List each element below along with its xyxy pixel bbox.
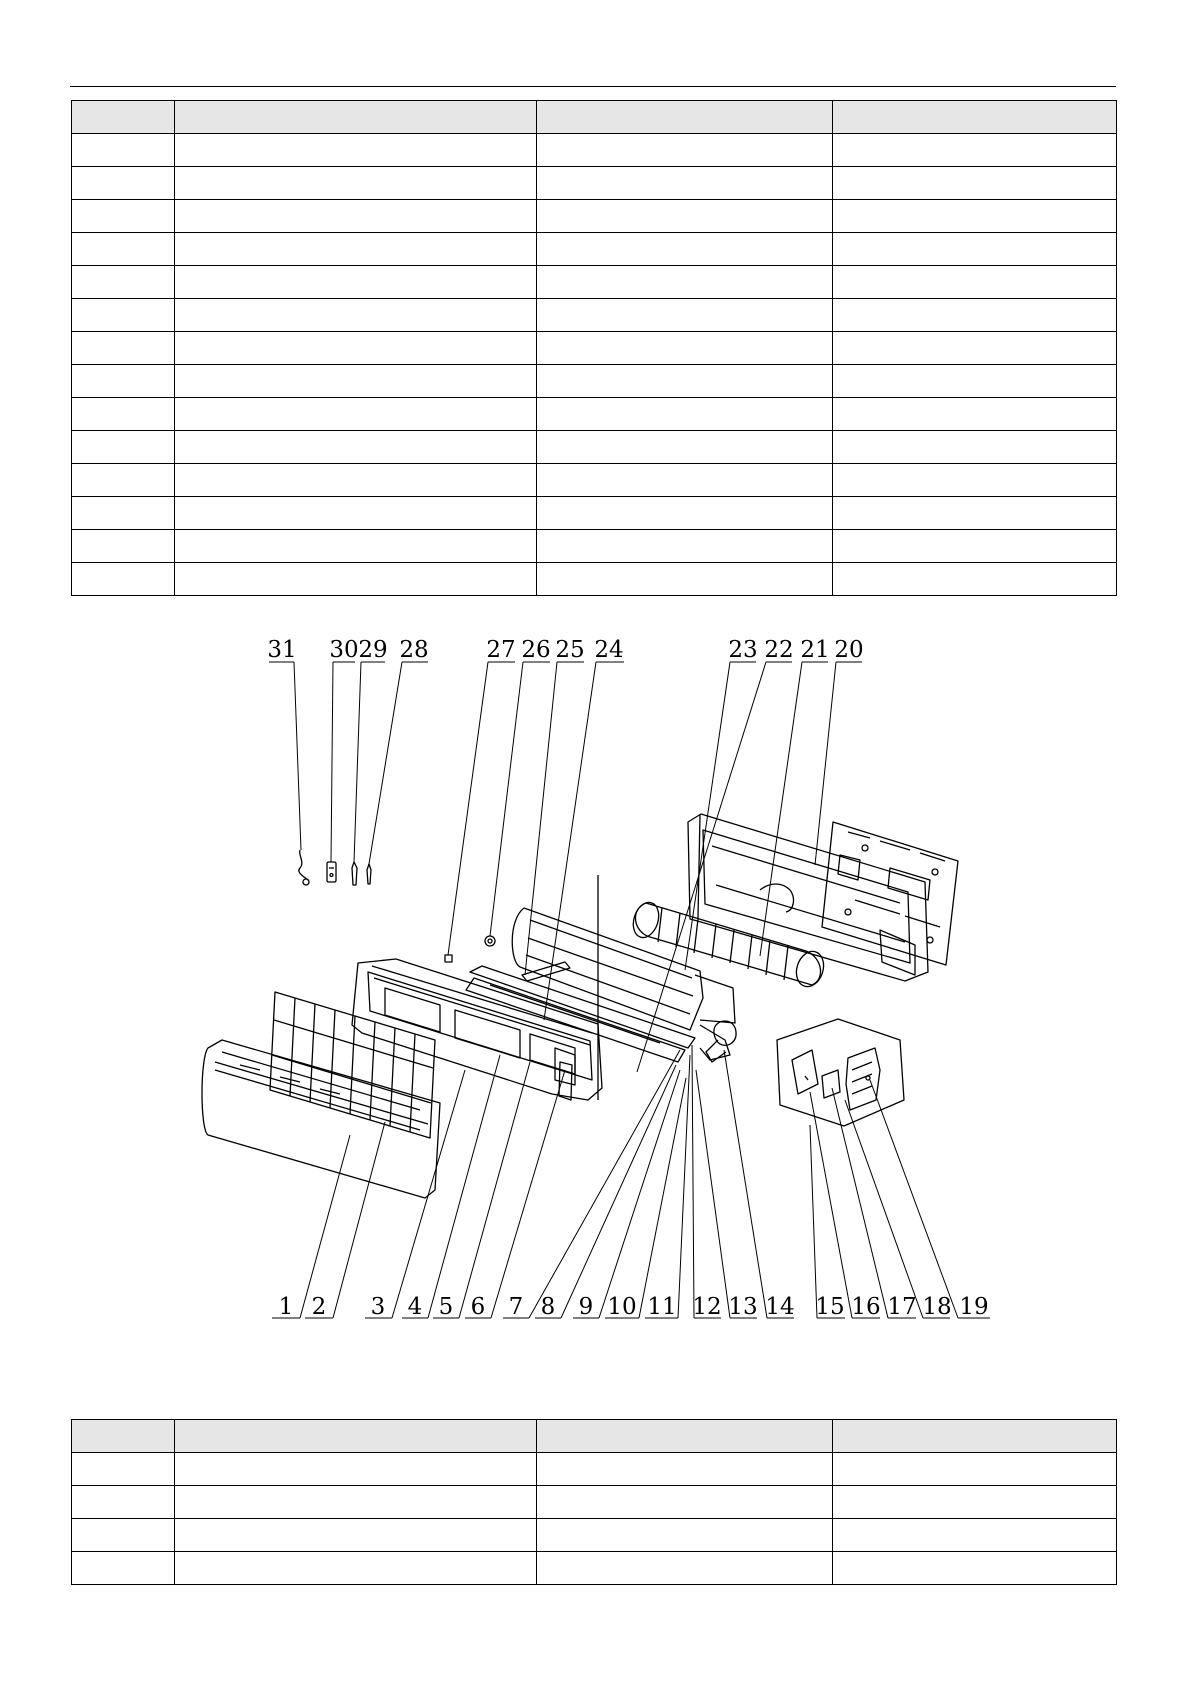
table-cell [175,530,537,563]
table-cell [72,431,175,464]
table-cell [72,1552,175,1585]
callout-number: 17 [887,1294,917,1320]
table-cell [72,266,175,299]
callout-number: 14 [765,1294,795,1320]
callout-number: 8 [540,1294,556,1320]
motor-part [706,1021,736,1062]
table-cell [833,1552,1117,1585]
table-cell [175,497,537,530]
table-cell [537,1552,833,1585]
table-header-row [72,101,1117,134]
callout-number: 13 [728,1294,758,1320]
leader-lines [269,662,990,1318]
table-row [72,431,1117,464]
table-row [72,134,1117,167]
callout-number: 27 [486,637,516,663]
chassis-part [688,814,928,981]
table-cell [833,464,1117,497]
callout-number: 7 [508,1294,524,1320]
table-cell [833,134,1117,167]
callout-number: 19 [959,1294,989,1320]
table-cell [537,398,833,431]
table-cell [833,167,1117,200]
parts-table-top [71,100,1117,596]
cross-flow-fan-part [629,899,828,990]
table-cell [175,167,537,200]
callout-number: 15 [815,1294,845,1320]
table-cell [175,1486,537,1519]
table-cell [833,233,1117,266]
table-cell [175,563,537,596]
table-cell [833,266,1117,299]
callout-number: 29 [358,637,388,663]
table-cell [175,431,537,464]
table-row [72,365,1117,398]
table-cell [833,431,1117,464]
table-cell [72,233,175,266]
table-cell [72,365,175,398]
capacitor-part [485,936,495,946]
table-cell [72,1420,175,1453]
table-cell [175,1552,537,1585]
table-cell [833,497,1117,530]
table-cell [175,398,537,431]
table-cell [175,1519,537,1552]
table-cell [175,266,537,299]
callout-number: 22 [764,637,794,663]
table-cell [537,101,833,134]
callout-number: 23 [728,637,758,663]
table-cell [833,1453,1117,1486]
remote-wire-part [299,850,309,885]
callout-number: 25 [555,637,585,663]
table-cell [833,200,1117,233]
table-cell [537,563,833,596]
callout-number: 16 [851,1294,881,1320]
screw-part [367,864,371,884]
table-cell [72,101,175,134]
callout-number: 6 [470,1294,486,1320]
table-cell [175,233,537,266]
table-cell [833,530,1117,563]
table-cell [175,464,537,497]
table-cell [72,1486,175,1519]
callout-number: 24 [594,637,624,663]
table-cell [537,200,833,233]
callout-number: 10 [607,1294,637,1320]
table-cell [833,1486,1117,1519]
front-frame-part [352,959,602,1100]
table-cell [72,530,175,563]
table-cell [175,1453,537,1486]
table-row [72,1552,1117,1585]
table-cell [72,167,175,200]
table-cell [175,200,537,233]
table-cell [537,431,833,464]
table-cell [72,1519,175,1552]
table-cell [537,497,833,530]
table-cell [537,1420,833,1453]
screw-small-part [445,955,452,962]
table-cell [833,1420,1117,1453]
table-cell [72,497,175,530]
callout-number: 20 [834,637,864,663]
table-cell [833,1519,1117,1552]
callout-number: 3 [370,1294,386,1320]
table-row [72,398,1117,431]
table-row [72,497,1117,530]
remote-holder-part [352,862,357,885]
callout-number: 28 [399,637,429,663]
table-cell [537,167,833,200]
table-cell [537,530,833,563]
table-cell [833,332,1117,365]
table-row [72,563,1117,596]
callout-number: 18 [922,1294,952,1320]
table-cell [833,299,1117,332]
table-cell [537,1453,833,1486]
table-row [72,1486,1117,1519]
table-cell [537,1519,833,1552]
table-cell [72,1453,175,1486]
table-cell [537,464,833,497]
drain-pan-part [466,966,695,1062]
callout-number: 9 [578,1294,594,1320]
table-cell [175,1420,537,1453]
electric-box-group [777,1019,904,1126]
table-row [72,332,1117,365]
callout-number: 26 [521,637,551,663]
header-rule [70,86,1116,87]
callout-number: 2 [311,1294,327,1320]
front-panel-part [202,1040,440,1198]
evaporator-part [512,908,735,1060]
exploded-view-diagram [0,600,1191,1420]
table-cell [72,134,175,167]
table-cell [175,134,537,167]
table-cell [537,266,833,299]
table-row [72,464,1117,497]
callout-number: 1 [278,1294,294,1320]
callout-number: 30 [329,637,359,663]
table-row [72,299,1117,332]
callout-number: 21 [800,637,830,663]
table-row [72,233,1117,266]
table-cell [833,398,1117,431]
table-cell [72,563,175,596]
table-cell [537,365,833,398]
table-cell [72,332,175,365]
table-row [72,1519,1117,1552]
table-row [72,266,1117,299]
table-header-row [72,1420,1117,1453]
table-cell [537,134,833,167]
table-row [72,530,1117,563]
parts-table-bottom [71,1419,1117,1585]
callout-number: 5 [438,1294,454,1320]
drain-hose-part [522,962,570,981]
table-row [72,1453,1117,1486]
table-cell [175,365,537,398]
table-cell [833,563,1117,596]
table-cell [175,299,537,332]
callout-number: 11 [647,1294,677,1320]
table-cell [833,365,1117,398]
table-cell [537,299,833,332]
table-cell [537,1486,833,1519]
table-cell [72,398,175,431]
table-cell [72,464,175,497]
callout-number: 12 [692,1294,722,1320]
table-cell [72,200,175,233]
table-cell [175,101,537,134]
table-row [72,167,1117,200]
table-cell [175,332,537,365]
table-cell [833,101,1117,134]
remote-control-part [327,862,336,882]
table-cell [537,332,833,365]
callout-number: 31 [267,637,297,663]
table-row [72,200,1117,233]
callout-number: 4 [407,1294,423,1320]
table-cell [72,299,175,332]
table-cell [537,233,833,266]
